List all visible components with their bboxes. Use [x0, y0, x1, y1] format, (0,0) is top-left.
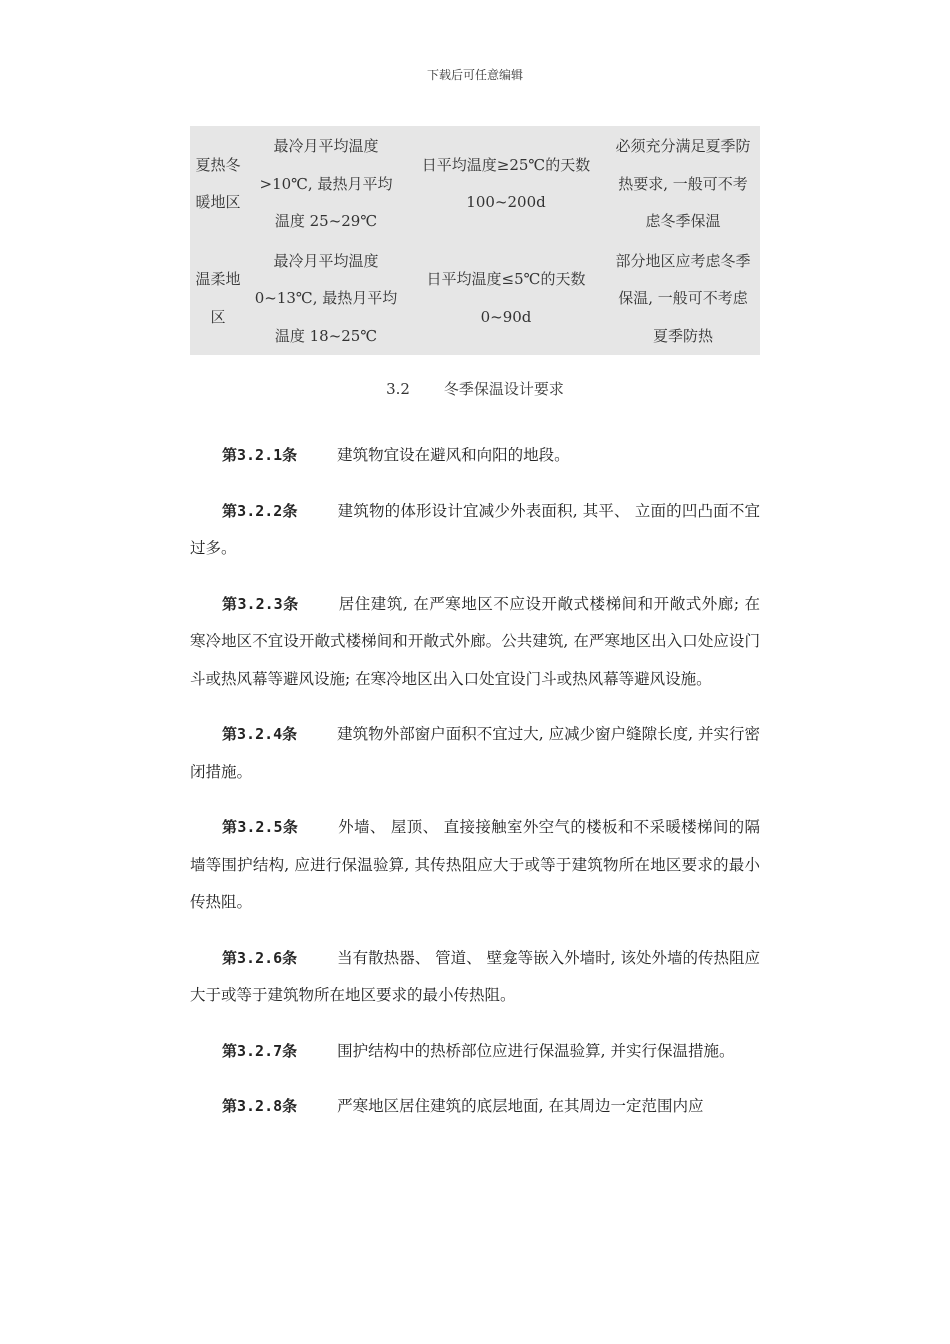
- clause-paragraph: [190, 586, 760, 699]
- clause-text: 严寒地区居住建筑的底层地面, 在其周边一定范围内应: [337, 1097, 704, 1115]
- climate-index-cell: [246, 126, 406, 241]
- cell-line: 保温, 一般可不考虑: [618, 289, 748, 307]
- cell-line: 热要求, 一般可不考: [618, 174, 748, 193]
- cell-line: 夏季防热: [652, 326, 713, 345]
- cell-line: 100~200d: [466, 193, 546, 212]
- clause-paragraph: [190, 716, 760, 791]
- cell-line: 0~90d: [480, 307, 532, 326]
- cell-line: 日平均温度≥25℃的天数: [421, 155, 591, 174]
- cell-line: 夏热冬: [195, 155, 241, 174]
- clause-paragraph: [190, 437, 760, 475]
- cell-line: 必须充分满足夏季防: [615, 137, 751, 155]
- clause-paragraph: [190, 809, 760, 922]
- section-heading: [0, 378, 950, 399]
- climate-zone-table: [190, 126, 760, 355]
- auxiliary-index-cell: [406, 126, 606, 241]
- clause-label: 第3.2.7条: [222, 1041, 298, 1060]
- clause-text: 建筑物的体形设计宜减少外表面积, 其平、 立面的凹凸面不宜过多。: [190, 501, 760, 557]
- climate-index-cell: [246, 241, 406, 356]
- clause-text: 建筑物宜设在避风和向阳的地段。: [337, 446, 570, 464]
- cell-line: 暖地区: [195, 193, 241, 212]
- table-row: [190, 126, 760, 241]
- zone-cell: [190, 241, 246, 356]
- cell-line: 日平均温度≤5℃的天数: [426, 270, 586, 289]
- clause-list: [190, 437, 760, 1144]
- page-header: 下载后可任意编辑: [426, 68, 523, 82]
- section-title: 冬季保温设计要求: [443, 380, 564, 398]
- design-requirement-cell: [606, 241, 760, 356]
- clause-label: 第3.2.3条: [222, 594, 299, 613]
- clause-label: 第3.2.6条: [222, 948, 298, 967]
- clause-paragraph: [190, 940, 760, 1015]
- cell-line: 温度 18~25℃: [274, 326, 378, 345]
- clause-label: 第3.2.8条: [222, 1097, 298, 1115]
- cell-line: 部分地区应考虑冬季: [615, 251, 751, 270]
- cell-line: >10℃, 最热月平均: [259, 174, 393, 193]
- zone-cell: [190, 126, 246, 241]
- table-row: [190, 241, 760, 356]
- clause-label: 第3.2.4条: [222, 725, 298, 743]
- clause-label: 第3.2.1条: [222, 446, 298, 464]
- cell-line: 0~13℃, 最热月平均: [254, 289, 398, 307]
- cell-line: 温度 25~29℃: [274, 212, 378, 230]
- cell-line: 虑冬季保温: [645, 212, 721, 230]
- clause-label: 第3.2.5条: [222, 818, 299, 836]
- clause-label: 第3.2.2条: [222, 501, 298, 520]
- cell-line: 最冷月平均温度: [273, 251, 379, 270]
- clause-text: 建筑物外部窗户面积不宜过大, 应减少窗户缝隙长度, 并实行密闭措施。: [190, 725, 760, 781]
- clause-paragraph: [190, 1088, 760, 1126]
- section-number: 3.2: [386, 380, 410, 398]
- cell-line: 区: [210, 307, 226, 326]
- clause-paragraph: [190, 1033, 760, 1071]
- clause-text: 外墙、 屋顶、 直接接触室外空气的楼板和不采暖楼梯间的隔墙等围护结构, 应进行保温验算, 其传热阻应大于或等于建筑物所在地区要求的最小传热阻。: [190, 818, 760, 911]
- clause-text: 围护结构中的热桥部位应进行保温验算, 并实行保温措施。: [337, 1041, 735, 1060]
- clause-text: 居住建筑, 在严寒地区不应设开敞式楼梯间和开敞式外廊; 在寒冷地区不宜设开敞式楼梯间和开敞式外廊。公共建筑, 在严寒地区出入口处应设门斗或热风幕等避风设施; 在寒冷地区出入口处宜设门斗或热风幕等避风设施。: [190, 594, 760, 688]
- cell-line: 最冷月平均温度: [273, 137, 379, 155]
- clause-paragraph: [190, 493, 760, 568]
- auxiliary-index-cell: [406, 241, 606, 356]
- design-requirement-cell: [606, 126, 760, 241]
- clause-text: 当有散热器、 管道、 壁龛等嵌入外墙时, 该处外墙的传热阻应大于或等于建筑物所在地区要求的最小传热阻。: [190, 948, 760, 1004]
- cell-line: 温柔地: [195, 270, 241, 289]
